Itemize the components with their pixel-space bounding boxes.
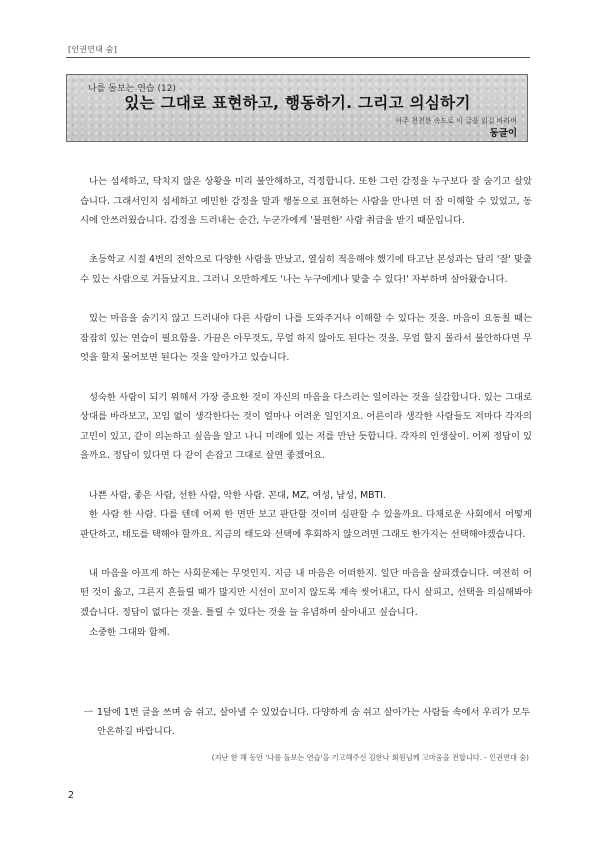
- paragraph-2: 초등학교 시절 4번의 전학으로 다양한 사람을 만났고, 열심히 적응해야 했기에 타고난 본성과는 달리 '잘' 맞출 수 있는 사람으로 거듭났지요. 그러니 오만하게도 '나는 누구에게나 맞출 수 있다!' 자부하며 살아왔습니다.: [80, 254, 532, 285]
- paragraph-8: 소중한 그대와 함께.: [89, 626, 170, 638]
- section-tag: [인권연대 숨]: [68, 45, 118, 54]
- closing-note: [84, 703, 532, 741]
- author-name: 동글이: [489, 128, 517, 139]
- paragraph-4: 성숙한 사람이 되기 위해서 가장 중요한 것이 자신의 마음을 다스리는 일이라는 것을 실감합니다. 있는 그대로 상대를 바라보고, 꼬임 없이 생각한다는 것이 얼마나 어려운 일인지요. 어른이라 생각한 사람들도 저마다 각자의 고민이 있고, 같이 의논하고 싶음을 알고 나니 미래에 있는 저를 만난 듯합니다. 각자의 인생살이. 어찌 정답이 있을까요. 정답이 있다면 다 같이 손잡고 그대로 살면 좋겠어요.: [80, 391, 532, 462]
- article-title: 있는 그대로 표현하고, 행동하기. 그리고 의심하기: [124, 94, 471, 112]
- note-dash: ㅡ: [84, 707, 93, 718]
- paragraph-5: 나쁜 사람, 좋은 사람, 선한 사람, 악한 사람. 꼰대, MZ, 여성, 남성, MBTI.: [89, 489, 386, 501]
- note-text: 1달에 1번 글을 쓰며 숨 쉬고, 살아낼 수 있었습니다. 다양하게 숨 쉬고 살아가는 사람들 속에서 우리가 모두 안온하길 바랍니다.: [97, 707, 531, 737]
- credit-line: (지난 한 해 동안 '나를 돌보는 연습'을 기고해주신 김한나 회원님께 고마움을 전합니다. - 인권연대 숨): [211, 753, 529, 762]
- page-number: 2: [68, 790, 75, 801]
- series-label: 나를 돌보는 연습 (12): [88, 84, 176, 94]
- header-divider: [66, 57, 530, 58]
- paragraph-6: 한 사람 한 사람. 다를 텐데 어찌 한 면만 보고 판단할 것이며 심판할 수 있을까요. 다채로운 사회에서 어떻게 판단하고, 태도를 택해야 할까요. 지금의 태도와 선택에 후회하지 않으려면 그래도 한가지는 선택해야겠습니다.: [80, 509, 532, 540]
- article-body: [80, 172, 532, 662]
- paragraph-3: 있는 마음을 숨기지 않고 드러내야 다른 사람이 나를 도와주거나 이해할 수 있다는 것을. 마음이 요동칠 때는 잠잠히 있는 연습이 필요함을. 가끔은 아무것도, 무얼 하지 않아도 된다는 것을. 무얼 할지 몰라서 불안하다면 무엇을 할지 물어보면 된다는 것을 알아가고 있습니다.: [80, 313, 532, 364]
- title-subline: 아주 천천한 속도로 이 글을 읽길 바라며: [395, 117, 517, 125]
- paragraph-1: 나는 섬세하고, 닥치지 않은 상황을 미리 불안해하고, 걱정합니다. 또한 그런 감정을 누구보다 잘 숨기고 살았습니다. 그래서인지 섬세하고 예민한 감정을 말과 행동으로 표현하는 사람을 만나면 더 잘 이해할 수 있었고, 동시에 안쓰러웠습니다. 감정을 드러내는 순간, 누군가에게 '불편한' 사람 취급을 받기 때문입니다.: [80, 176, 532, 227]
- paragraph-7: 내 마음을 아프게 하는 사회문제는 무엇인지. 지금 내 마음은 어떠한지. 일단 마음을 살피겠습니다. 여전히 어떤 것이 옳고, 그른지 흔들릴 때가 많지만 시선이 꼬이지 않도록 계속 씻어내고, 다시 살피고, 선택을 의심해봐야겠습니다. 정답이 없다는 것을. 틀릴 수 있다는 것을 늘 유념하며 살아내고 싶습니다.: [80, 567, 532, 619]
